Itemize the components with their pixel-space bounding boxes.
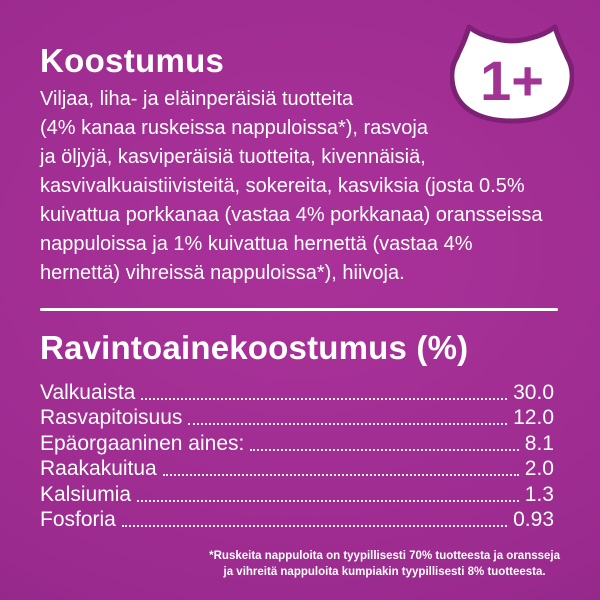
nutrition-row bbox=[40, 507, 554, 533]
leader-dots bbox=[163, 474, 519, 476]
composition-line: (4% kanaa ruskeissa nappuloissa*), rasvoja bbox=[40, 117, 428, 139]
nutrient-label: Kalsiumia bbox=[40, 482, 132, 506]
nutrition-row bbox=[40, 481, 554, 507]
nutrient-value: 0.93 bbox=[513, 508, 554, 531]
nutrient-value: 12.0 bbox=[513, 406, 554, 429]
composition-line: hernettä) vihreissä nappuloissa*), hiivoja. bbox=[40, 262, 405, 284]
leader-dots bbox=[122, 525, 507, 527]
nutrient-label: Epäorgaaninen aines: bbox=[40, 431, 245, 455]
composition-line: kasvivalkuaistiivisteitä, sokereita, kasviksia (josta 0.5% bbox=[40, 175, 525, 197]
nutrient-value: 1.3 bbox=[524, 482, 554, 506]
nutrition-row bbox=[40, 405, 554, 431]
nutrition-table bbox=[40, 379, 554, 532]
leader-dots bbox=[141, 398, 507, 400]
page-title: Koostumus bbox=[40, 42, 225, 79]
nutrient-value: 2.0 bbox=[524, 457, 554, 480]
nutrition-row bbox=[40, 456, 554, 482]
footnote bbox=[209, 548, 560, 580]
nutrition-title: Ravintoainekoostumus (%) bbox=[40, 329, 469, 366]
composition-line: kuivattua porkkanaa (vastaa 4% porkkanaa) oransseissa bbox=[40, 204, 543, 226]
nutrient-label: Rasvapitoisuus bbox=[40, 406, 183, 429]
nutrient-label: Valkuaista bbox=[40, 380, 136, 404]
nutrient-value: 8.1 bbox=[524, 431, 554, 455]
composition-line: nappuloissa ja 1% kuivattua hernettä (vastaa 4% bbox=[40, 233, 473, 255]
section-divider bbox=[40, 308, 558, 311]
nutrition-row bbox=[40, 430, 554, 456]
nutrition-row bbox=[40, 379, 554, 405]
footnote-line: *Ruskeita nappuloita on tyypillisesti 70% tuotteesta ja oransseja bbox=[209, 550, 560, 562]
nutrient-label: Raakakuitua bbox=[40, 457, 157, 480]
composition-text bbox=[40, 85, 575, 288]
composition-line: Viljaa, liha- ja eläinperäisiä tuotteita bbox=[40, 88, 354, 110]
footnote-line: ja vihreitä nappuloita kumpiakin tyypillisesti 8% tuotteesta. bbox=[223, 566, 546, 578]
leader-dots bbox=[137, 500, 519, 502]
leader-dots bbox=[188, 423, 507, 425]
composition-line: ja öljyjä, kasviperäisiä tuotteita, kivennäisiä, bbox=[40, 146, 426, 168]
age-badge-label: 1+ bbox=[480, 49, 544, 112]
leader-dots bbox=[250, 449, 518, 451]
nutrient-value: 30.0 bbox=[513, 380, 554, 404]
nutrient-label: Fosforia bbox=[40, 508, 116, 531]
